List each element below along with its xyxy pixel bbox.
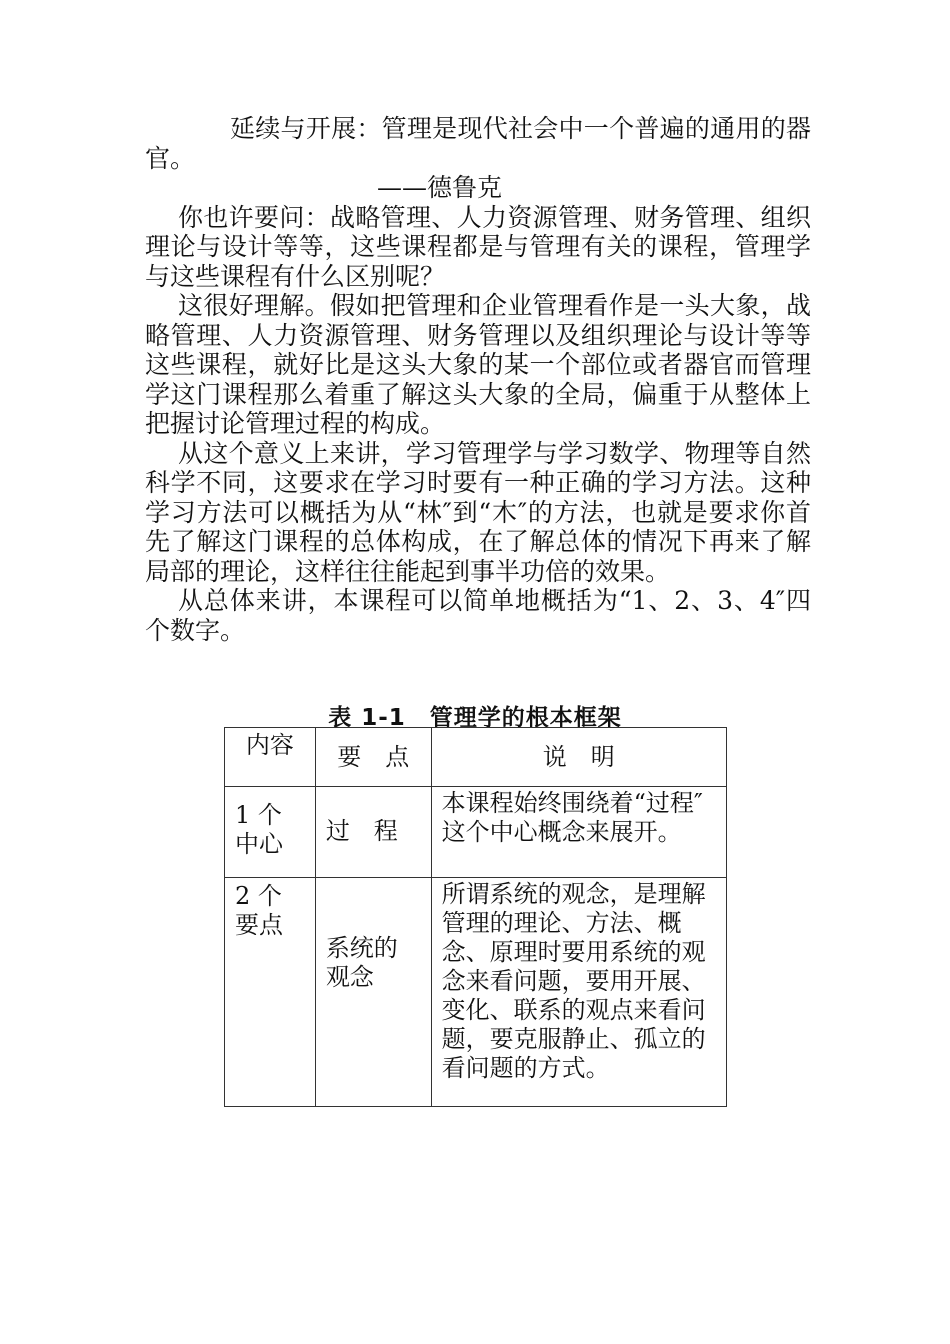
- table-cell: [431, 878, 726, 1107]
- table-header-cell: [431, 728, 726, 787]
- table-header-cell: [225, 728, 316, 787]
- table-cell: [431, 787, 726, 878]
- row-content: 2 个要点: [235, 882, 283, 939]
- table-header-row: [225, 728, 727, 787]
- row-content: 1 个中心: [235, 801, 283, 858]
- table-header-cell: [315, 728, 431, 787]
- quote-attribution: ——德鲁克: [377, 173, 503, 202]
- row-description: 所谓系统的观念，是理解管理的理论、方法、概念、原理时要用系统的观念来看问题，要用开展、变化、联系的观点来看问题，要克服静止、孤立的看问题的方式。: [441, 880, 706, 1082]
- paragraph: 从总体来讲，本课程可以简单地概括为“1、2、3、4″四个数字。: [145, 586, 811, 645]
- table-cell: [225, 878, 316, 1107]
- framework-table: [224, 727, 727, 1107]
- paragraph: 从这个意义上来讲，学习管理学与学习数学、物理等自然科学不同，这要求在学习时要有一种正确的学习方法。这种学习方法可以概括为从“林″到“木″的方法，也就是要求你首先了解这门课程的总体构成，在了解总体的情况下再来了解局部的理论，这样往往能起到事半功倍的效果。: [145, 438, 811, 586]
- table-row: [225, 787, 727, 878]
- paragraph: 你也许要问：战略管理、人力资源管理、财务管理、组织理论与设计等等，这些课程都是与管理有关的课程，管理学与这些课程有什么区别呢？: [145, 202, 811, 291]
- header-description: 说 明: [542, 743, 615, 771]
- quote-text: 延续与开展：管理是现代社会中一个普遍的通用的器官。: [145, 114, 811, 173]
- header-content: 内容: [245, 731, 294, 759]
- row-point: 系统的观念: [325, 934, 398, 991]
- header-point: 要 点: [337, 743, 410, 771]
- paragraph: 这很好理解。假如把管理和企业管理看作是一头大象，战略管理、人力资源管理、财务管理以及组织理论与设计等等这些课程，就好比是这头大象的某一个部位或者器官而管理学这门课程那么着重了解这头大象的全局，偏重于从整体上把握讨论管理过程的构成。: [145, 291, 811, 438]
- table-cell: [315, 787, 431, 878]
- table-cell: [315, 878, 431, 1107]
- row-point: 过 程: [325, 817, 398, 845]
- body-text: [145, 114, 811, 645]
- table-cell: [225, 787, 316, 878]
- row-description: 本课程始终围绕着“过程″这个中心概念来展开。: [441, 789, 703, 846]
- table-title: 表 1-1 管理学的根本框架: [328, 705, 622, 731]
- table-row: [225, 878, 727, 1107]
